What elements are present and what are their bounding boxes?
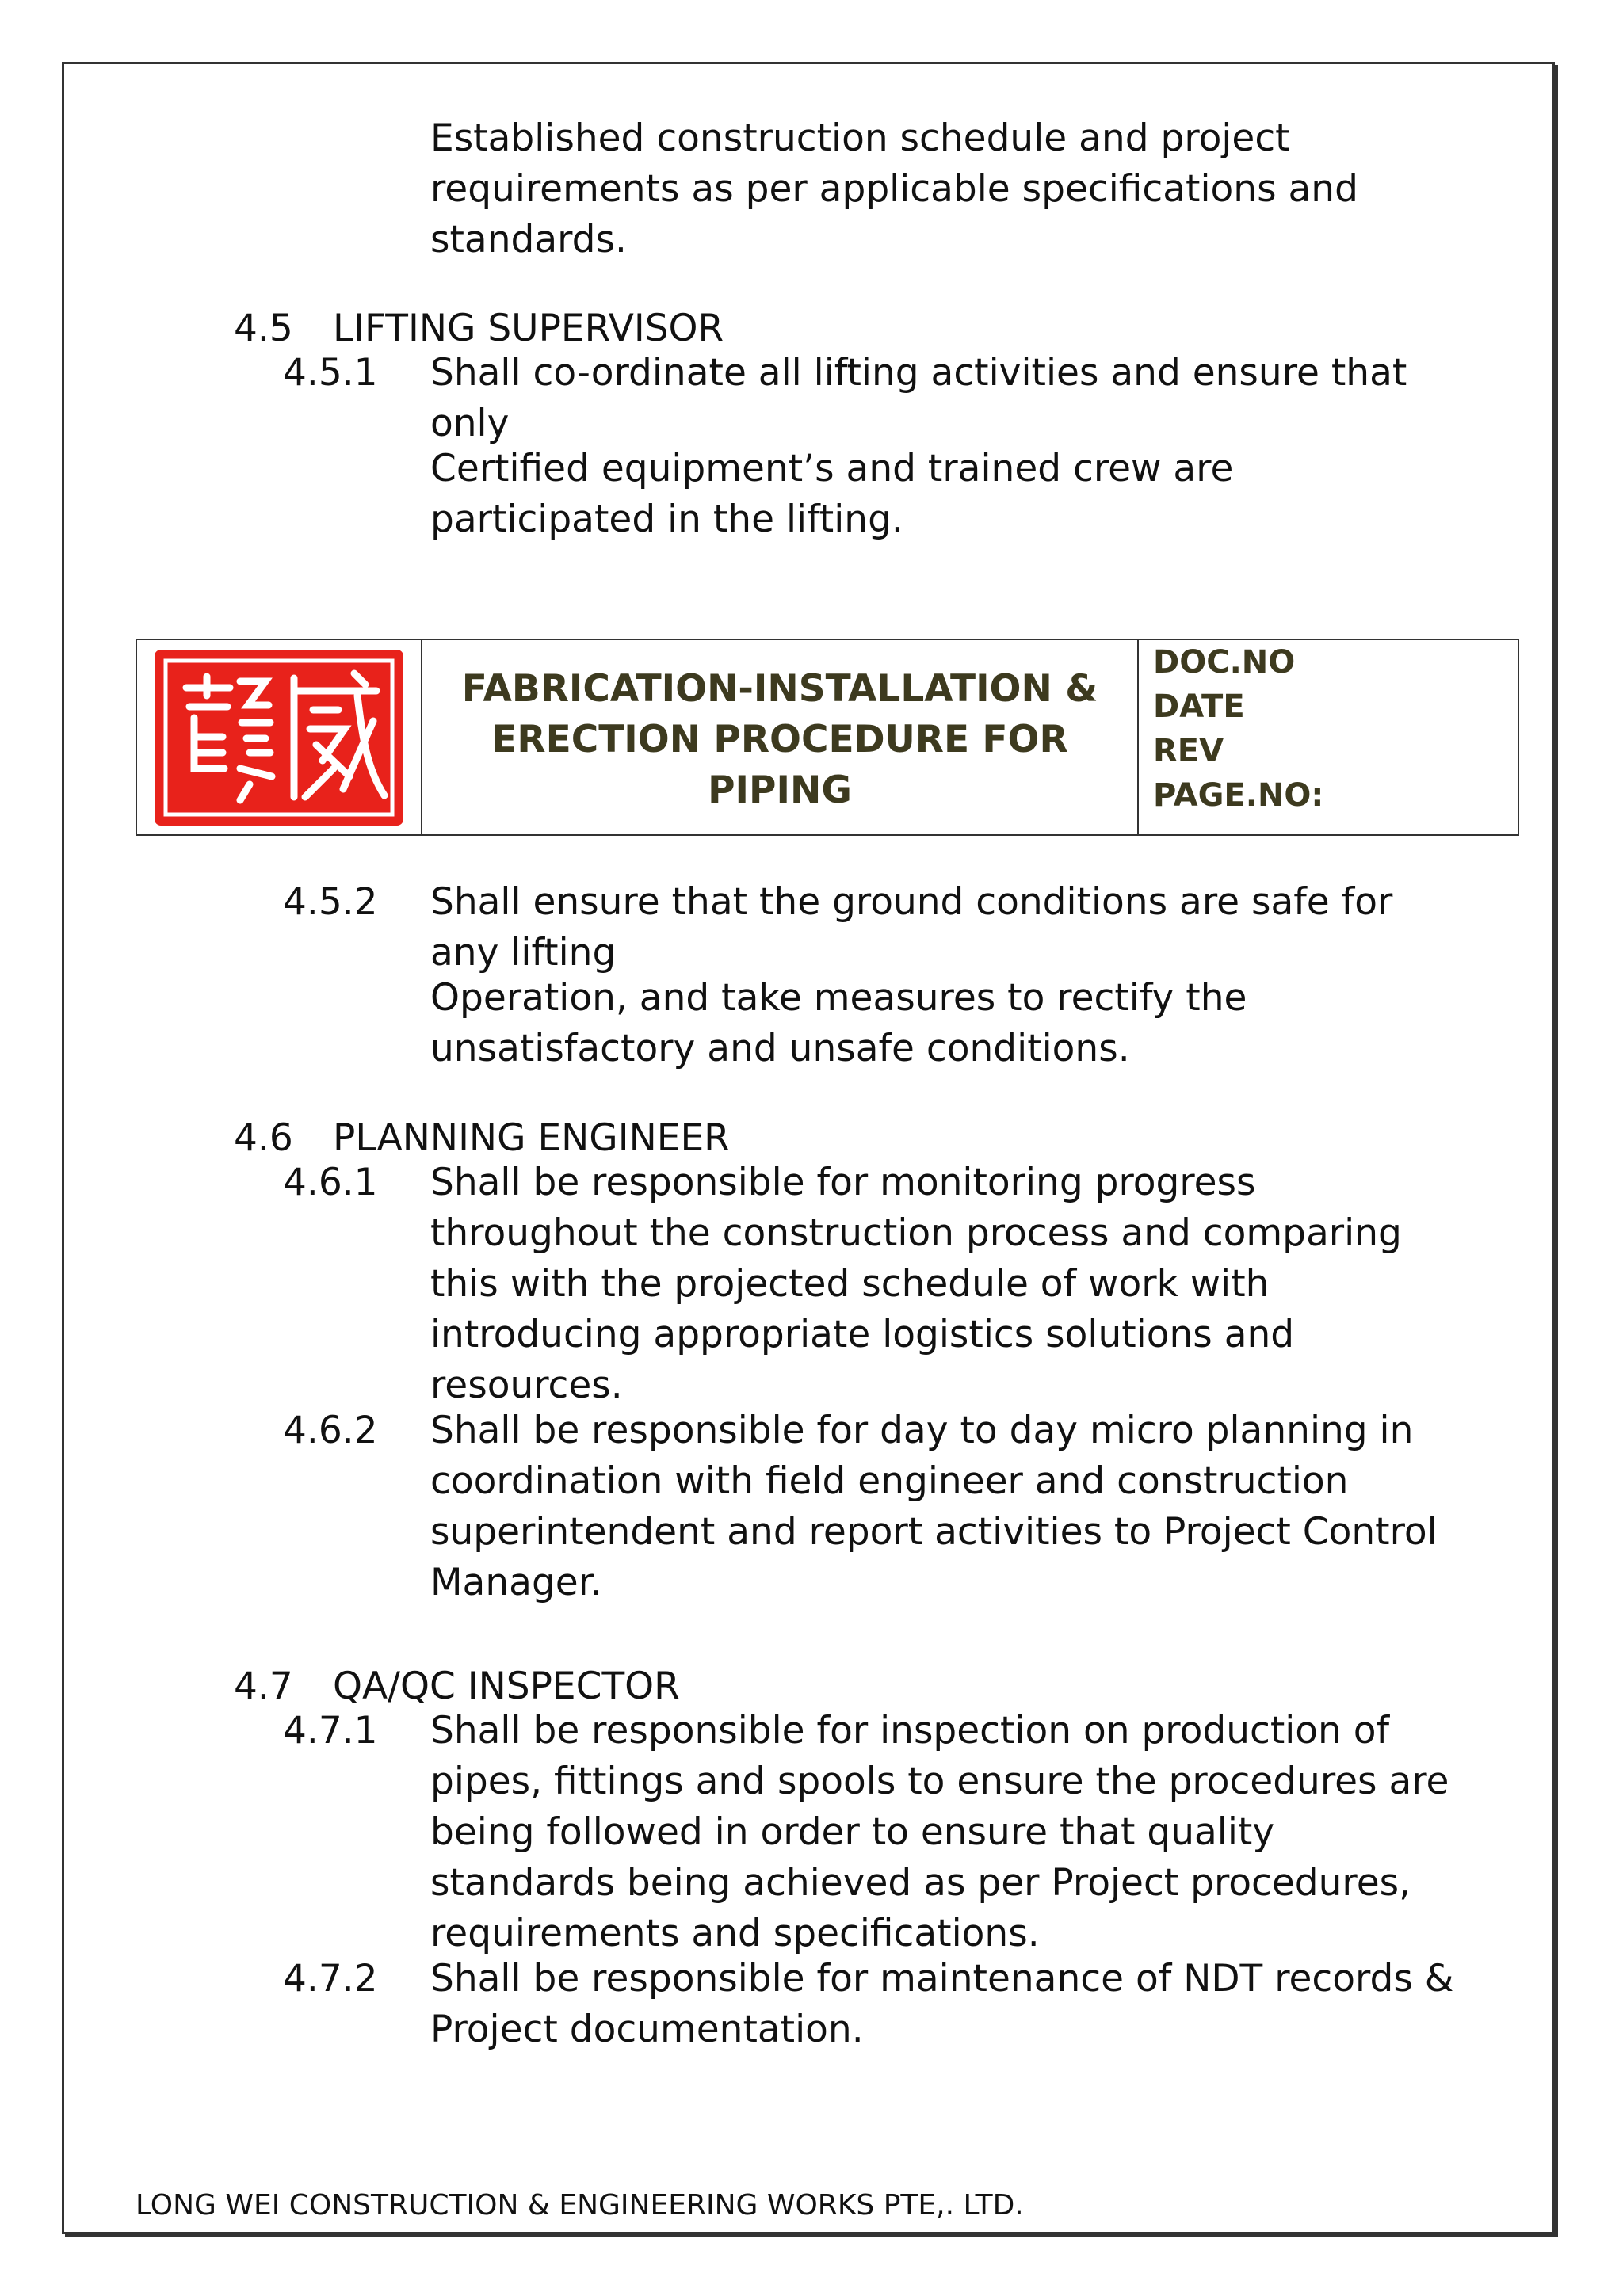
- body-line: Operation, and take measures to rectify the: [430, 976, 1247, 1020]
- body-line: Shall be responsible for day to day micro planning in: [430, 1409, 1414, 1452]
- body-line: pipes, fittings and spools to ensure the procedures are: [430, 1760, 1449, 1803]
- company-logo: [155, 650, 403, 826]
- body-line: Shall co-ordinate all lifting activities and ensure that: [430, 351, 1407, 395]
- body-line: any lifting: [430, 931, 617, 974]
- body-line: superintendent and report activities to Project Control: [430, 1510, 1438, 1554]
- item-number: 4.6.2: [283, 1409, 378, 1452]
- body-line: requirements as per applicable specifications and: [430, 167, 1358, 211]
- section-number: 4.6: [234, 1116, 293, 1160]
- body-line: Certified equipment’s and trained crew are: [430, 447, 1234, 490]
- body-line: Shall be responsible for inspection on production of: [430, 1709, 1390, 1753]
- body-line: coordination with field engineer and construction: [430, 1459, 1349, 1503]
- body-line: Shall be responsible for maintenance of NDT records &: [430, 1957, 1454, 2000]
- document-meta: [1139, 640, 1518, 834]
- body-line: Shall be responsible for monitoring progress: [430, 1161, 1256, 1204]
- body-line: throughout the construction process and comparing: [430, 1211, 1402, 1255]
- body-line: only: [430, 402, 510, 445]
- title-line: ERECTION PROCEDURE FOR: [491, 717, 1068, 761]
- item-number: 4.7.2: [283, 1957, 378, 2000]
- body-line: standards.: [430, 218, 627, 261]
- doc-no-label: DOC.NO: [1153, 644, 1296, 681]
- body-line: this with the projected schedule of work with: [430, 1262, 1270, 1306]
- item-number: 4.5.2: [283, 880, 378, 924]
- section-number: 4.7: [234, 1665, 293, 1708]
- body-line: Manager.: [430, 1561, 602, 1604]
- body-line: Established construction schedule and project: [430, 116, 1290, 160]
- body-line: standards being achieved as per Project procedures,: [430, 1861, 1411, 1905]
- body-line: participated in the lifting.: [430, 498, 903, 541]
- body-line: requirements and specifications.: [430, 1912, 1040, 1955]
- body-line: Shall ensure that the ground conditions are safe for: [430, 880, 1393, 924]
- section-heading: QA/QC INSPECTOR: [333, 1665, 680, 1708]
- footer-company: LONG WEI CONSTRUCTION & ENGINEERING WORKS PTE,. LTD.: [136, 2189, 1024, 2222]
- date-label: DATE: [1153, 688, 1245, 725]
- section-heading: LIFTING SUPERVISOR: [333, 307, 724, 350]
- document-title: [422, 640, 1139, 834]
- logo-cell: [137, 640, 422, 834]
- item-number: 4.7.1: [283, 1709, 378, 1753]
- page-no-label: PAGE.NO:: [1153, 777, 1324, 814]
- body-line: being followed in order to ensure that quality: [430, 1810, 1275, 1854]
- title-line: PIPING: [708, 768, 852, 812]
- section-number: 4.5: [234, 307, 293, 350]
- body-line: Project documentation.: [430, 2008, 864, 2051]
- title-line: FABRICATION-INSTALLATION &: [461, 666, 1098, 711]
- section-heading: PLANNING ENGINEER: [333, 1116, 730, 1160]
- body-line: resources.: [430, 1363, 623, 1407]
- item-number: 4.6.1: [283, 1161, 378, 1204]
- body-line: introducing appropriate logistics solutions and: [430, 1313, 1295, 1356]
- rev-label: REV: [1153, 733, 1224, 769]
- body-line: unsatisfactory and unsafe conditions.: [430, 1027, 1130, 1070]
- document-header: [136, 639, 1519, 836]
- item-number: 4.5.1: [283, 351, 378, 395]
